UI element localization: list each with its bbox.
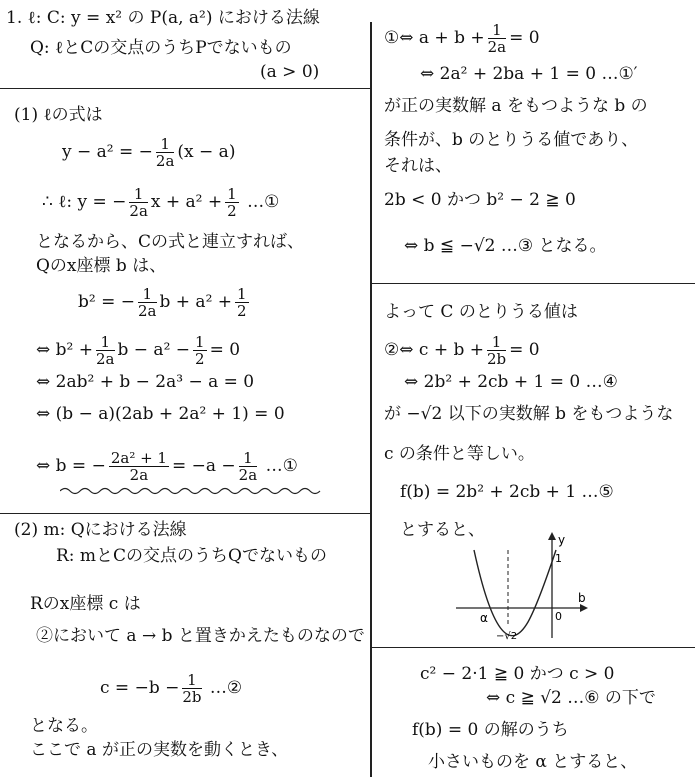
x-axis-arrow-icon <box>580 604 588 612</box>
text-line: よって C のとりうる値は <box>384 302 578 322</box>
graph-label-alpha: α <box>480 611 488 625</box>
parabola-graph <box>452 530 592 642</box>
text-line: c の条件と等しい。 <box>384 444 535 464</box>
part2-definition-r: R: mとCの交点のうちQでないもの <box>56 546 327 566</box>
graph-label-origin: 0 <box>555 610 562 623</box>
text-line: Qのx座標 b は、 <box>36 256 167 276</box>
graph-label-y: y <box>558 533 566 547</box>
part1-title: (1) ℓの式は <box>14 105 103 125</box>
text-line: f(b) = 0 の解のうち <box>412 720 569 740</box>
equation-b-squared: b² = − $\frac{1}{2a}$ b + a² + $\frac{1}{2}$ <box>78 285 247 320</box>
text-line: が −√2 以下の実数解 b をもつような <box>384 404 674 424</box>
text-line: となるから、Cの式と連立すれば、 <box>36 232 305 252</box>
section-divider <box>0 513 370 514</box>
equation-step: ⇔ b² + $\frac{1}{2a}$ b − a² − $\frac{1}{2}$ = 0 <box>36 333 241 368</box>
section-divider <box>0 88 370 89</box>
graph-label-root: −√2 <box>496 631 518 642</box>
text-line: それは、 <box>384 156 452 176</box>
column-divider <box>370 22 372 777</box>
right-section-divider <box>372 283 695 284</box>
condition-c: c² − 2·1 ≧ 0 かつ c > 0 <box>420 664 615 684</box>
text-line: Rのx座標 c は <box>30 594 141 614</box>
result-b-range: ⇔ b ≦ −√2 …③ となる。 <box>404 236 607 256</box>
text-line: とすると、 <box>400 520 485 540</box>
wavy-underline <box>60 486 330 496</box>
graph-label-b: b <box>578 591 586 605</box>
graph-label-intercept: 1 <box>555 552 562 565</box>
equation-factored: ⇔ (b − a)(2ab + 2a² + 1) = 0 <box>36 404 285 424</box>
equation-1-prime: ⇔ 2a² + 2ba + 1 = 0 …①′ <box>420 64 638 84</box>
equation-1-equiv: ①⇔ a + b + $\frac{1}{2a}$ = 0 <box>384 21 540 56</box>
problem-header-line: 1. ℓ: C: y = x² の P(a, a²) における法線 <box>6 8 320 28</box>
text-line: ここで a が正の実数を動くとき、 <box>30 740 289 760</box>
part2-title: (2) m: Qにおける法線 <box>14 520 187 540</box>
condition-a-positive: (a > 0) <box>260 62 320 82</box>
text-line: となる。 <box>30 716 98 736</box>
text-line: ②において a → b と置きかえたものなので <box>36 626 365 646</box>
equation-normal-line: y − a² = − $\frac{1}{2a}$ (x − a) <box>62 135 236 170</box>
right-section-divider <box>372 647 695 648</box>
result-c-range: ⇔ c ≧ √2 …⑥ の下で <box>486 688 656 708</box>
equation-step: ⇔ 2ab² + b − 2a³ − a = 0 <box>36 372 255 392</box>
function-f: f(b) = 2b² + 2cb + 1 …⑤ <box>400 482 614 502</box>
equation-2-equiv: ②⇔ c + b + $\frac{1}{2b}$ = 0 <box>384 333 540 368</box>
equation-l: ∴ ℓ: y = − $\frac{1}{2a}$ x + a² + $\frac{1}{2}$ …① <box>42 185 280 220</box>
equation-4: ⇔ 2b² + 2cb + 1 = 0 …④ <box>404 372 618 392</box>
equation-b-result: ⇔ b = − $\frac{\text{2a² + 1}}{2a}$ = −a − $\frac{1}{2a}$ …① <box>36 449 298 484</box>
y-axis-arrow-icon <box>548 532 556 540</box>
equation-c: c = −b − $\frac{1}{2b}$ …② <box>100 671 243 706</box>
problem-definition-q: Q: ℓとCの交点のうちPでないもの <box>30 38 292 58</box>
text-line: が正の実数解 a をもつような b の <box>384 96 648 116</box>
text-line: 小さいものを α とすると、 <box>428 752 638 772</box>
text-line: 条件が、b のとりうる値であり、 <box>384 130 639 150</box>
condition-b: 2b < 0 かつ b² − 2 ≧ 0 <box>384 190 576 210</box>
